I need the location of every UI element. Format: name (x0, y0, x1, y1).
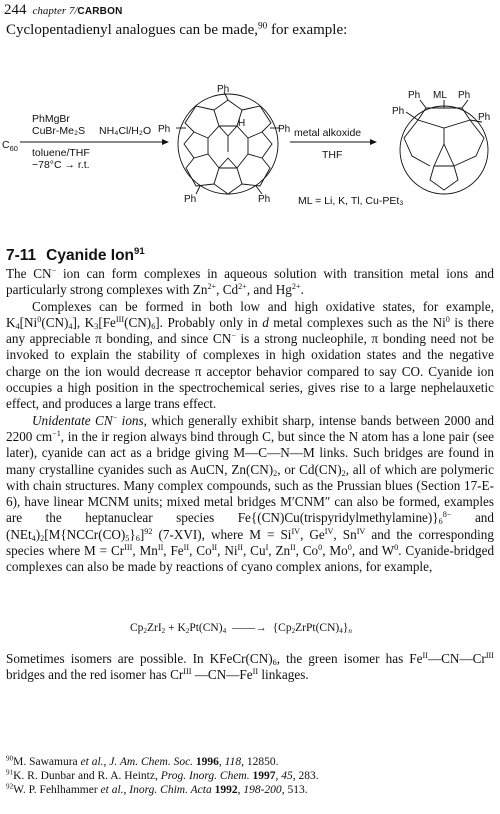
reagent-cubr: CuBr-Me₂S (32, 125, 86, 137)
ph-label: Ph (184, 194, 197, 205)
section-ref: 91 (134, 246, 145, 258)
intro-sentence: Cyclopentadienyl analogues can be made,$^{90}$ for example: (6, 21, 348, 38)
footnote: $^{91}$K. R. Dunbar and R. A. Heintz, Prog. Inorg. Chem. 1997, 45, 283. (6, 768, 319, 782)
ph-label: Ph (392, 106, 405, 117)
section-title: Cyanide Ion (46, 247, 135, 264)
ph-label: Ph (158, 124, 171, 135)
paragraph-2: Complexes can be formed in both low and high oxidative states, for example, $K_4[Ni^0(CN)_4]$, $K_3[Fe^{III}(CN)_6]$. Probably only in d metal complexes such as the Ni$^0$ is there any appreciable π bonding, and since CN− is a strong nucleophile, π bonding need not be invoked to explain the stability of complexes in high oxidation states and the negative charge on the ion would decrease π acceptor behavior compared to say CO. Cyanide ion occupies a high position in the spectrochemical series, gives rise to a large nephelauxetic effect, and produces a large trans effect. (6, 298, 494, 412)
reaction-equation: $Cp_2ZrI_2 + K_2Pt(CN)_4$ ——→ $\{Cp_2ZrPt(CN)_4\}_n$ (130, 622, 352, 635)
main-text (6, 266, 494, 576)
start-c60: $C_{60}$ (2, 139, 18, 153)
ph-label: Ph (408, 90, 421, 101)
reagent-phmgbr: PhMgBr (32, 113, 70, 125)
fullerene-product-2 (400, 100, 491, 194)
ph-label: Ph (478, 112, 491, 123)
footnotes (6, 755, 494, 797)
ml-label: ML (433, 90, 447, 101)
section-number: 7-11 (6, 247, 37, 264)
ph-label: Ph (217, 84, 230, 95)
reaction-arrow-2-head (370, 139, 377, 145)
ph-label: Ph (258, 194, 271, 205)
condition-solvent: toluene/THF (32, 147, 90, 159)
chapter-label: chapter 7/CARBON (32, 5, 123, 17)
equation-arrow: ——→ (232, 622, 267, 634)
section-heading (6, 247, 145, 265)
footnote: $^{92}$W. P. Fehlhammer et al., Inorg. Chim. Acta 1992, 198-200, 513. (6, 782, 308, 796)
reagent-nh4cl: NH₄Cl/H₂O (99, 125, 152, 137)
fullerene-product-1 (176, 92, 280, 194)
reaction-scheme (0, 78, 500, 238)
arrow2-solvent: THF (322, 149, 343, 161)
ph-label: Ph (458, 90, 471, 101)
isomer-paragraph: Sometimes isomers are possible. In $KFeCr(CN)_6$, the green isomer has $Fe^{II}—CN—Cr^{III}$ bridges and the red isomer has $Cr^{III}$ $—CN—Fe^{II}$ linkages. (6, 651, 494, 683)
paragraph-1: The CN− ion can form complexes in aqueous solution with transition metal ions and particularly strong complexes with $Zn^{2+}$, $Cd^{2+}$, and $Hg^{2+}$. (6, 266, 494, 298)
page-number: 244 (4, 2, 27, 18)
reaction-arrow-1-head (162, 139, 169, 145)
running-head (4, 2, 123, 19)
condition-temp: −78°C → r.t. (32, 159, 90, 171)
ph-label: Ph (278, 124, 291, 135)
ml-definition: ML = Li, K, Tl, Cu-PEt₃ (298, 195, 404, 207)
h-label: H (238, 118, 246, 129)
arrow2-reagent: metal alkoxide (294, 127, 362, 139)
paragraph-3: Unidentate CN− ions, which generally exhibit sharp, intense bands between 2000 and 2200 $cm^{-1}$, in the ir region always bind through C, but since the N atom has a lone pair (see later), cyanide can act as a bridge giving M—C—N—M links. Such bridges are found in many crystalline cyanides such as AuCN, $Zn(CN)_2$, or $Cd(CN)_2$, all of which are polymeric with chain structures. Many complex compounds, such as the Prussian blues (Section 17-E-6), have linear MCNM units; mixed metal bridges M′CNM″ can also be formed, examples are the heptanuclear species $Fe\{(CN)Cu(trispyridylmethylamine)\}_6^{8-}$ and $(NEt_4)_2[M\{NCCr(CO)_5\}_6]^{92}$ (7-XVI), where $M = Si^{IV}$, $Ge^{IV}$, $Sn^{IV}$ and the corresponding species where $M = Cr^{III}$, $Mn^{II}$, $Fe^{II}$, $Co^{II}$, $Ni^{II}$, $Cu^I$, $Zn^{II}$, Co$^0$, Mo$^0$, and $W^0$. Cyanide-bridged complexes can also be made by reactions of cyano complex anions, for example, (6, 412, 495, 575)
footnote: $^{90}$M. Sawamura et al., J. Am. Chem. Soc. 1996, 118, 12850. (6, 754, 279, 768)
